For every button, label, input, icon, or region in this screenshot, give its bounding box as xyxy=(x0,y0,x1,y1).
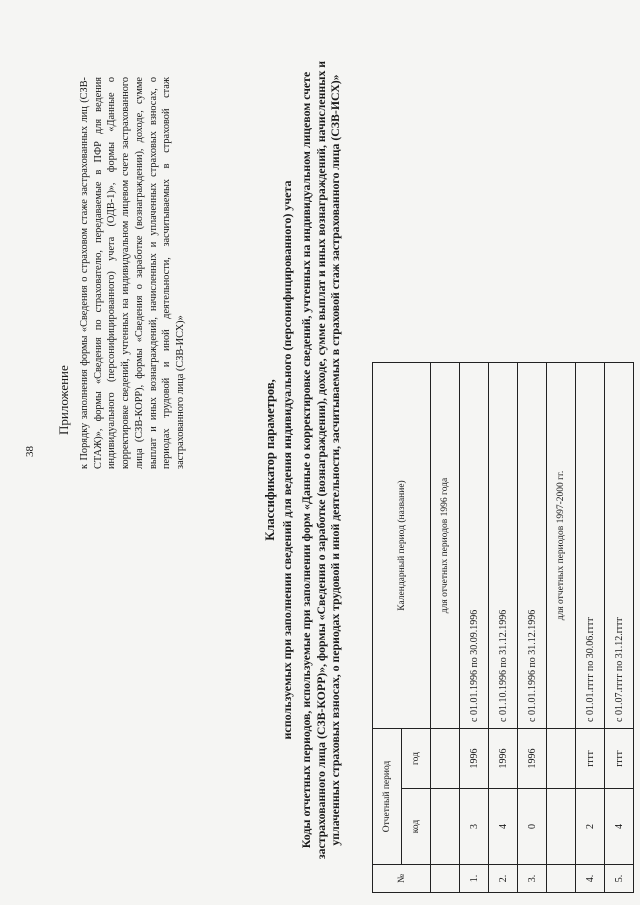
row-no: 4. xyxy=(576,865,605,893)
appendix-label: Приложение xyxy=(56,365,71,435)
header-period: Отчетный период xyxy=(373,729,402,865)
document-subtitle: используемых при заполнении сведений для ведения индивидуального (персонифицированного) учета xyxy=(280,180,294,740)
table-cell xyxy=(431,865,460,893)
row-year: 1996 xyxy=(489,729,518,789)
row-no: 5. xyxy=(605,865,634,893)
table-row xyxy=(489,363,518,893)
section-heading: Коды отчетных периодов, используемые при заполнении форм «Данные о корректировке сведений, учтенных на индивидуальном лицевом счете застрахованного лица (СЗВ-КОРР)», формы «Сведения о заработке (вознаграждении), доходе, сумме выплат и иных вознаграждений, начисленных и уплаченных страховых взносах, о периодах трудовой и иной деятельности, засчитываемых в страховой стаж застрахованного лица (СЗВ-ИСХ)» xyxy=(299,60,342,860)
table-cell xyxy=(547,729,576,789)
row-code: 0 xyxy=(518,789,547,865)
row-code: 4 xyxy=(489,789,518,865)
row-period: с 01.01.гггг по 30.06.гггг xyxy=(576,363,605,729)
header-no: № xyxy=(373,865,431,893)
table-cell xyxy=(547,865,576,893)
table-cell xyxy=(431,729,460,789)
page-number: 38 xyxy=(24,446,36,457)
row-period: с 01.07.гггг по 31.12.гггг xyxy=(605,363,634,729)
row-year: гггг xyxy=(576,729,605,789)
period-codes-table xyxy=(372,362,634,893)
row-no: 2. xyxy=(489,865,518,893)
group-label-1997-2000: для отчетных периодов 1997-2000 гг. xyxy=(547,363,576,729)
header-code: код xyxy=(402,789,431,865)
appendix-reference: к Порядку заполнения формы «Сведения о страховом стаже застрахованных лиц (СЗВ-СТАЖ)», формы «Сведения по страхователю, передаваемые в ПФР для ведения индивидуального (персонифицированного) учета (ОДВ-1)», формы «Данные о корректировке сведений, учтенных на индивидуальном лицевом счете застрахованного лица (СЗВ-КОРР), формы «Сведения о заработке (вознаграждении), доходе, сумме выплат и иных вознаграждений, начисленных и уплаченных страховых взносах, о периодах трудовой и иной деятельности, засчитываемых в страховой стаж застрахованного лица (СЗВ-ИСХ)» xyxy=(79,77,186,469)
header-year: год xyxy=(402,729,431,789)
table-group-row xyxy=(431,363,460,893)
table-cell xyxy=(431,789,460,865)
row-period: с 01.10.1996 по 31.12.1996 xyxy=(489,363,518,729)
row-period: с 01.01.1996 по 31.12.1996 xyxy=(518,363,547,729)
row-code: 4 xyxy=(605,789,634,865)
table-group-row xyxy=(547,363,576,893)
row-no: 3. xyxy=(518,865,547,893)
table-header-row xyxy=(373,363,402,893)
table-row xyxy=(460,363,489,893)
row-period: с 01.01.1996 по 30.09.1996 xyxy=(460,363,489,729)
group-label-1996: для отчетных периодов 1996 года xyxy=(431,363,460,729)
row-year: гггг xyxy=(605,729,634,789)
table-row xyxy=(576,363,605,893)
document-title: Классификатор параметров, xyxy=(263,379,277,541)
row-year: 1996 xyxy=(460,729,489,789)
row-code: 3 xyxy=(460,789,489,865)
header-calendar: Календарный период (название) xyxy=(373,363,431,729)
table-row xyxy=(518,363,547,893)
row-year: 1996 xyxy=(518,729,547,789)
row-no: 1. xyxy=(460,865,489,893)
table-row xyxy=(605,363,634,893)
table-cell xyxy=(547,789,576,865)
headings xyxy=(262,35,343,885)
row-code: 2 xyxy=(576,789,605,865)
